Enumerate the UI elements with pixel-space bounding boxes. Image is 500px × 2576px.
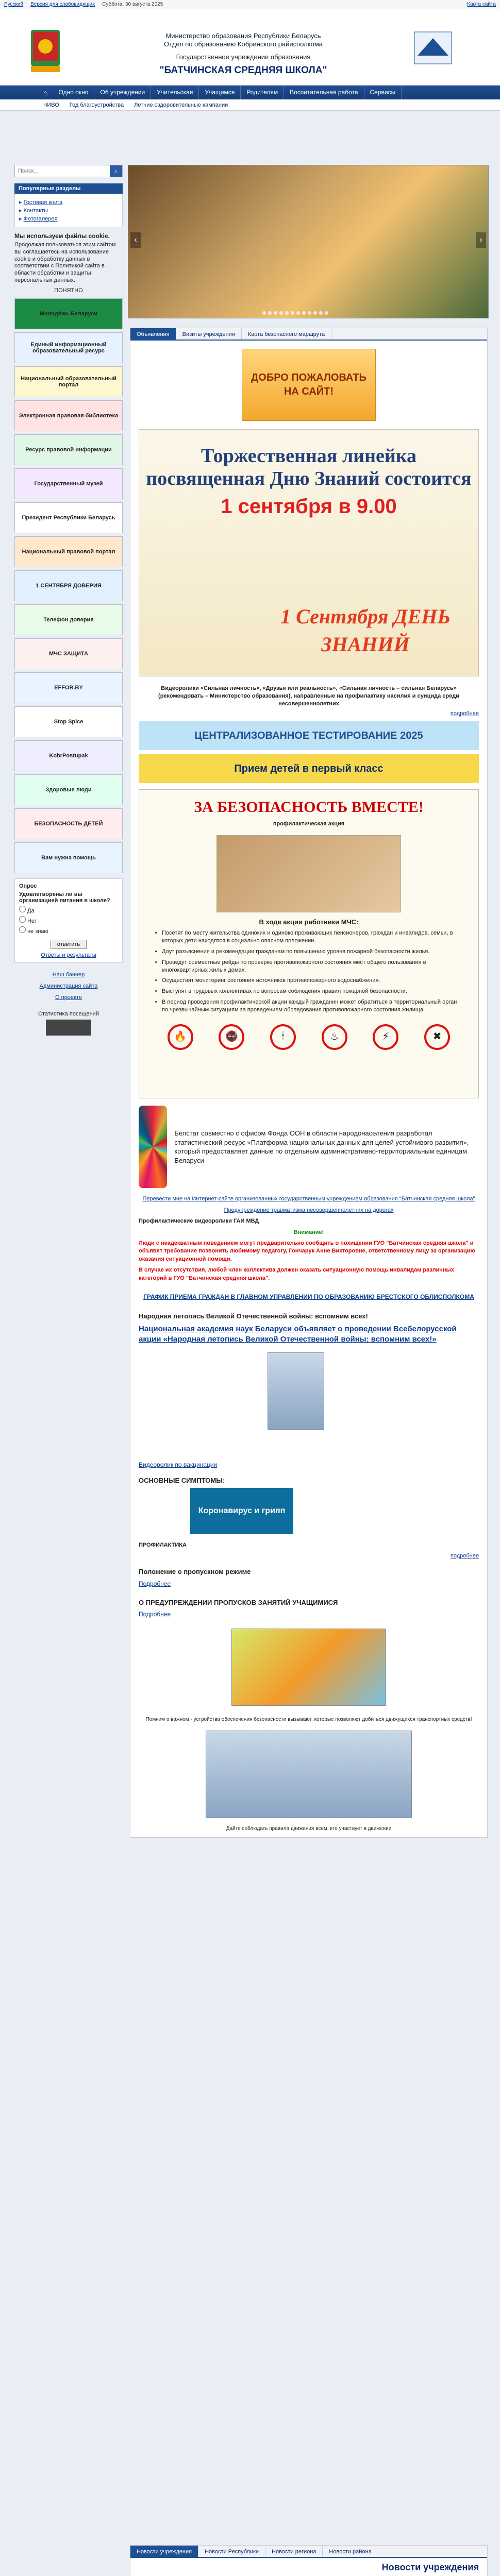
our-banner-link[interactable]: Наш баннер <box>52 972 85 978</box>
slider-dot[interactable] <box>325 311 328 315</box>
slider-dot[interactable] <box>279 311 283 315</box>
institution-type: Государственное учреждение образования <box>176 53 311 61</box>
prof-title: Профилактические видеоролики ГАИ МВД <box>139 1218 259 1225</box>
list-item: • Проведут совместные рейды по проверке противопожарного состояния мест общего пользования в многоквартирных жилых домах. <box>162 959 463 974</box>
schedule-link[interactable]: ГРАФИК ПРИЕМА ГРАЖДАН В ГЛАВНОМ УПРАВЛЕНИИ ПО ОБРАЗОВАНИЮ БРЕСТСКОГО ОБЛИСПОЛКОМА <box>143 1293 474 1300</box>
news-block <box>130 2545 488 2576</box>
tab-announcements[interactable]: Объявления <box>130 328 176 340</box>
study-caption: Дайте соблюдать правила движения всем, кто участвует в движении <box>226 1825 392 1832</box>
popular-list <box>14 194 123 227</box>
slider-dot[interactable] <box>274 311 277 315</box>
left-links <box>14 969 123 1040</box>
tab-region-news[interactable]: Новости региона <box>265 2546 323 2557</box>
left-banner[interactable]: KobrPostupak <box>14 740 123 771</box>
popular-title: Популярные разделы <box>14 183 123 194</box>
slider-prev-icon[interactable]: ‹ <box>130 232 141 248</box>
poll-option-unknown[interactable] <box>19 926 26 933</box>
nav-item-education-work[interactable]: Воспитательная работа <box>284 86 364 99</box>
left-banner[interactable]: Единый информационный образовательный ресурс <box>14 332 123 363</box>
prof-attention: Внимание! <box>293 1229 324 1235</box>
no-candle-icon: 🕯 <box>270 1024 296 1050</box>
knowledge-title: Торжественная линейка посвященная Дню Знаний состоится <box>146 445 472 489</box>
poll-vote-button[interactable]: ответить <box>51 940 87 949</box>
accessible-version-link[interactable]: Версия для слабовидящих <box>30 2 95 7</box>
knowledge-time: 1 сентября в 9.00 <box>221 495 397 518</box>
content-tabs <box>130 328 487 341</box>
nav-item-improvement-year[interactable]: Год благоустройства <box>69 101 124 108</box>
left-banner[interactable]: Здоровые люди <box>14 774 123 805</box>
safety-list <box>155 929 463 1014</box>
prof-link-1[interactable]: Перевести мне на Интернет-сайте организованных государственным учреждением образования "Батчинская средняя школа" <box>142 1196 475 1202</box>
safety-photo <box>216 835 401 912</box>
left-banner[interactable]: МЧС ЗАЩИТА <box>14 638 123 669</box>
list-item: • Посетят по месту жительства одиноких и одиноко проживающих пенсионеров, граждан и инвалидов, семьи, в которых дети находятся в социально опасном положении. <box>162 929 463 945</box>
left-banner[interactable]: Телефон доверия <box>14 604 123 635</box>
prof-red-2: В случае их отсутствия, любой член коллектива должен оказать ситуационную помощь инвалидам различных категорий в ГУО "Батчинская средняя школа". <box>139 1267 454 1281</box>
search-icon[interactable]: ⌕ <box>110 165 122 177</box>
no-fire-icon: 🔥 <box>168 1024 193 1050</box>
regulation-title: Положение о пропускном режиме <box>139 1567 251 1575</box>
nav-item-teachers[interactable]: Учительская <box>151 86 199 99</box>
left-banner[interactable]: 1 СЕНТЯБРЯ ДОВЕРИЯ <box>14 570 123 601</box>
left-column <box>14 165 123 1040</box>
nav-item-about[interactable]: Об учреждении <box>94 86 151 99</box>
poll-option-yes[interactable] <box>19 906 26 912</box>
sdg-logo-icon[interactable] <box>139 1106 167 1188</box>
prof-red-1: Люди с неадекватным поведением могут предварительно сообщить о похищении ГУО "Батчинская средняя школа" и объявят требование позвонить любимому педагогу, Гончарук Анне Викторовне, ответственному лицу за организацию оказания ситуационной помощи. <box>139 1240 475 1262</box>
slider-dot[interactable] <box>296 311 300 315</box>
safety-sub: профилактическая акция <box>273 820 345 827</box>
left-banner[interactable]: Stop Spice <box>14 706 123 737</box>
left-banner[interactable]: Национальный образовательный портал <box>14 366 123 397</box>
news-tabs <box>130 2546 487 2558</box>
safety-icons <box>155 1024 463 1050</box>
site-admin-link[interactable]: Администрация сайта <box>39 983 98 990</box>
knowledge-day-poster <box>139 429 479 676</box>
slider-dot[interactable] <box>291 311 294 315</box>
stats-counter-icon[interactable] <box>46 1020 91 1036</box>
left-banner[interactable]: Национальный правовой портал <box>14 536 123 567</box>
more-link[interactable]: подробнее <box>450 710 479 717</box>
news-title: Новости учреждения <box>381 2562 479 2572</box>
absence-title: О ПРЕДУПРЕЖДЕНИИ ПРОПУСКОВ ЗАНЯТИЙ УЧАЩИМИСЯ <box>139 1598 338 1606</box>
prevention-title: ПРОФИЛАКТИКА <box>139 1542 187 1549</box>
knowledge-day: 1 Сентября ДЕНЬ ЗНАНИЙ <box>280 605 451 656</box>
absence-more-link[interactable]: Подробнее <box>139 1611 171 1618</box>
secondary-nav <box>0 99 500 111</box>
left-banner[interactable]: EFFOR.BY <box>14 672 123 703</box>
no-heater-icon: ♨ <box>322 1024 347 1050</box>
stats-label: Статистика посещений <box>38 1011 99 1018</box>
popular-item-gallery[interactable]: Фотогалерея <box>23 216 58 222</box>
list-item: • В период проведения профилактической акции каждый гражданин может обратиться в территориальный орган по чрезвычайным ситуациям за проведением обследования противопожарного состояния жилища. <box>162 998 463 1014</box>
poll-question: Удовлетворены ли вы организацией питания в школе? <box>19 891 110 904</box>
corona-banner[interactable]: Коронавирус и грипп <box>190 1488 293 1534</box>
nav-item-chivo[interactable]: ЧИВО <box>43 101 59 108</box>
cookie-accept-button[interactable]: ПОНЯТНО <box>54 287 83 294</box>
symptoms-title: ОСНОВНЫЕ СИМПТОМЫ: <box>139 1476 225 1484</box>
popular-item-guestbook[interactable]: Гостевая книга <box>23 199 63 206</box>
vest-caption: Помним о важном - устройства обеспечения безопасности вызывают, которые позволяют добиться движущихся транспортных средств! <box>145 1717 472 1723</box>
left-banners <box>14 298 123 873</box>
nav-item-summer-campaigns[interactable]: Летние оздоровительные кампании <box>134 101 228 108</box>
main-content <box>130 328 488 1838</box>
search-input[interactable] <box>15 165 110 177</box>
study-image <box>206 1731 412 1818</box>
tab-school-news[interactable]: Новости учреждения <box>130 2546 198 2557</box>
search-box <box>14 165 123 177</box>
popular-item-contacts[interactable]: Контакты <box>23 208 48 214</box>
slider-next-icon[interactable]: › <box>476 232 486 248</box>
slider-dot[interactable] <box>262 311 266 315</box>
safety-title: ЗА БЕЗОПАСНОСТЬ ВМЕСТЕ! <box>194 799 424 816</box>
slider-dot[interactable] <box>285 311 289 315</box>
left-banner[interactable]: Президент Республики Беларусь <box>14 502 123 533</box>
about-project-link[interactable]: О проекте <box>55 994 82 1001</box>
cookie-notice <box>14 232 123 294</box>
no-matches-icon: ✖ <box>424 1024 450 1050</box>
nav-item-students[interactable]: Учащимся <box>199 86 241 99</box>
left-banner[interactable]: Ресурс правовой информации <box>14 434 123 465</box>
department-name: Отдел по образованию Кобринского райисполкома <box>164 40 323 48</box>
prof-link-2[interactable]: Предупреждение травматизма несовершеннолетних на дорогах <box>224 1207 394 1213</box>
left-banner[interactable]: Электронная правовая библиотека <box>14 400 123 431</box>
home-icon[interactable]: ⌂ <box>43 88 48 97</box>
current-date: Суббота, 30 августа 2025 <box>102 2 163 7</box>
chronicle-title: Народная летопись Великой Отечественной войны: вспомним всех! <box>139 1312 368 1320</box>
top-bar <box>0 0 500 9</box>
slider-dot[interactable] <box>268 311 272 315</box>
left-banner[interactable]: Вам нужна помощь <box>14 842 123 873</box>
prof-block <box>139 1195 479 1282</box>
slider-dot[interactable] <box>313 311 317 315</box>
school-logo-icon <box>412 30 454 66</box>
slider-dot[interactable] <box>308 311 311 315</box>
cookie-title: Мы используем файлы cookie. <box>14 232 110 240</box>
slider-dot[interactable] <box>302 311 306 315</box>
tab-district-news[interactable]: Новости района <box>323 2546 378 2557</box>
no-smoking-icon: 🚭 <box>219 1024 244 1050</box>
poll-results-link[interactable]: Ответы и результаты <box>41 952 96 959</box>
prevention-more-link[interactable]: подробнее <box>450 1553 479 1560</box>
tab-safe-route[interactable]: Карта безопасного маршрута <box>242 328 331 340</box>
left-banner[interactable]: Государственный музей <box>14 468 123 499</box>
poll-option-no-label: Нет <box>27 918 37 925</box>
list-item: • Осуществят мониторинг состояния источников противопожарного водоснабжения. <box>162 977 463 985</box>
cookie-text: Продолжая пользоваться этим сайтом вы соглашаетесь на использование cookie и обработку данных в соответствии с Политикой сайта в области обработки и защиты персональных данных. <box>14 242 116 283</box>
tab-visits[interactable]: Визиты учреждения <box>176 328 242 340</box>
admission-banner[interactable]: Прием детей в первый класс <box>139 754 479 783</box>
nav-item-parents[interactable]: Родителям <box>241 86 284 99</box>
poll-option-yes-label: Да <box>27 908 35 914</box>
slider-dot[interactable] <box>319 311 323 315</box>
tab-republic-news[interactable]: Новости Республики <box>198 2546 265 2557</box>
vaccination-link[interactable]: Видеоролик по вакцинации <box>139 1461 218 1468</box>
poll-option-unknown-label: не знаю <box>27 928 48 935</box>
chronicle-image[interactable] <box>268 1352 324 1430</box>
poll <box>14 878 123 963</box>
safety-caption: В ходе акции работники МЧС: <box>259 918 359 926</box>
safety-poster <box>139 789 479 1098</box>
list-item: • Выступят в трудовых коллективах по вопросам соблюдения правил пожарной безопасности. <box>162 988 463 995</box>
left-banner[interactable]: Молодёжь Беларуси <box>14 298 123 329</box>
emblem-icon <box>29 28 62 73</box>
sitemap-link[interactable]: Карта сайта <box>467 2 496 7</box>
vest-image <box>231 1629 386 1706</box>
header <box>0 9 500 86</box>
video-text: Видеоролики «Сильная личность», «Друзья или реальность», «Сильная личность – сильная Беларусь» (рекомендовать – Министерство образования), направленные на профилактику насилия и суицида среди несовершеннолетних <box>158 685 459 707</box>
list-item: • Доут разъяснения и рекомендации гражданам по повышению уровня пожарной безопасности жилья. <box>162 948 463 956</box>
sdg-block <box>139 1106 479 1188</box>
chronicle-link[interactable]: Национальная академия наук Беларуси объявляет о проведении Всебелорусской акции «Народная летопись Великой Отечественной войны: вспомним всех!» <box>139 1325 457 1344</box>
sdg-text: Белстат совместно с офисом Фонда ООН в области народонаселения разработал статистический ресурс «Платформа национальных данных для целей устойчивого развития», который предоставляет данные по отдельным административно-территориальным единицам Беларуси <box>174 1129 469 1164</box>
header-text <box>114 32 372 77</box>
school-name: "БАТЧИНСКАЯ СРЕДНЯЯ ШКОЛА" <box>159 64 327 76</box>
welcome-banner: ДОБРО ПОЖАЛОВАТЬ НА САЙТ! <box>242 349 376 421</box>
ministry-name: Министерство образования Республики Беларусь <box>165 32 321 40</box>
main-nav <box>0 86 500 99</box>
language-link[interactable]: Русский <box>4 2 24 7</box>
nav-item-one-window[interactable]: Одно окно <box>53 86 94 99</box>
no-socket-icon: ⚡ <box>373 1024 398 1050</box>
poll-option-no[interactable] <box>19 916 26 923</box>
slider-dots <box>262 311 328 315</box>
nav-item-services[interactable]: Сервисы <box>364 86 402 99</box>
ct-banner[interactable]: ЦЕНТРАЛИЗОВАННОЕ ТЕСТИРОВАНИЕ 2025 <box>139 721 479 750</box>
poll-title: Опрос <box>19 883 37 890</box>
regulation-more-link[interactable]: Подробнее <box>139 1580 171 1587</box>
left-banner[interactable]: БЕЗОПАСНОСТЬ ДЕТЕЙ <box>14 808 123 839</box>
image-slider[interactable] <box>128 165 489 318</box>
